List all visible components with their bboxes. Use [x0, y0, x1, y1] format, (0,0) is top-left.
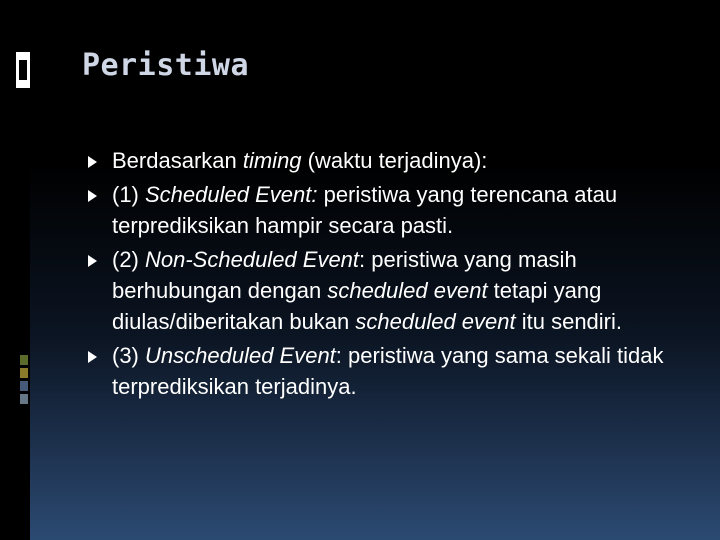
bullet-text: (1) Scheduled Event: peristiwa yang terencana atau terprediksikan hampir secara pasti. — [112, 182, 618, 238]
triangle-bullet-icon — [88, 351, 97, 363]
triangle-bullet-icon — [88, 255, 97, 267]
bullet-item — [88, 145, 688, 176]
decorative-bar — [20, 381, 28, 391]
decorative-bar — [20, 394, 28, 404]
decorative-bar — [20, 368, 28, 378]
bullet-item — [88, 244, 688, 337]
triangle-bullet-icon — [88, 190, 97, 202]
bullet-item — [88, 179, 688, 241]
triangle-bullet-icon — [88, 156, 97, 168]
decorative-block — [16, 52, 30, 88]
bullet-text: (3) Unscheduled Event: peristiwa yang sama sekali tidak terprediksikan terjadinya. — [112, 343, 664, 399]
bullet-text: (2) Non-Scheduled Event: peristiwa yang masih berhubungan dengan scheduled event tetapi yang diulas/diberitakan bukan scheduled event itu sendiri. — [112, 247, 623, 334]
bullet-item — [88, 340, 688, 402]
decorative-bar — [20, 355, 28, 365]
slide-title: Peristiwa — [82, 48, 250, 83]
bullet-text: Berdasarkan timing (waktu terjadinya): — [112, 148, 488, 173]
bullet-list — [88, 145, 688, 405]
